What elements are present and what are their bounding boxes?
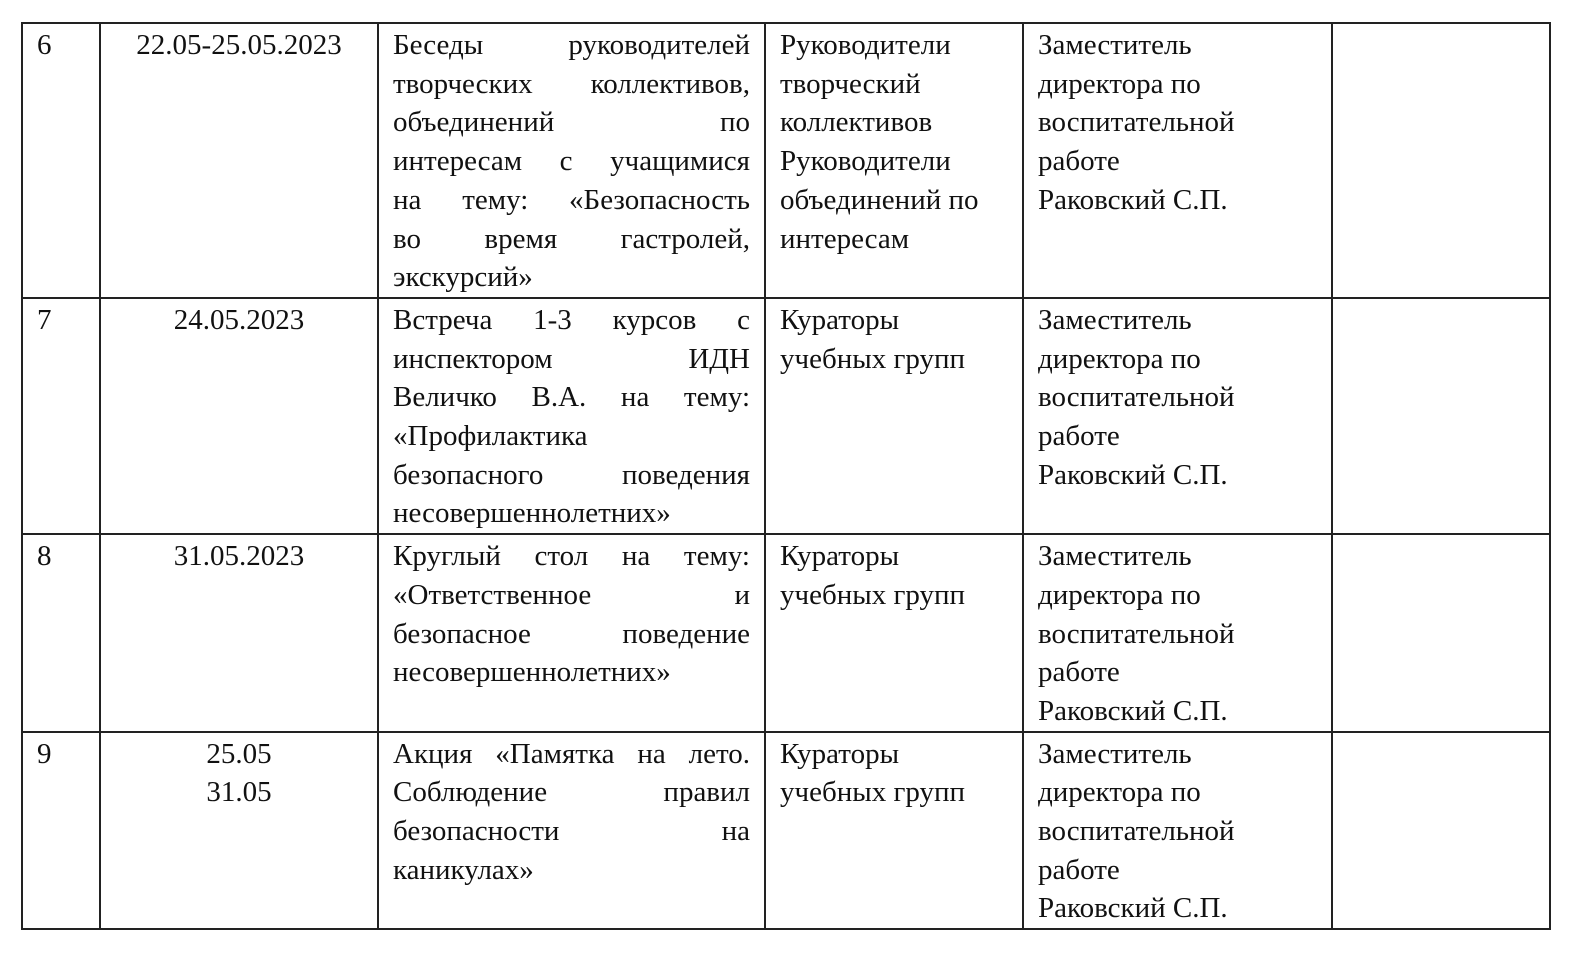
cell-line: Кураторы (780, 737, 900, 770)
table-row (22, 534, 1550, 732)
cell-line: Заместитель (1038, 540, 1192, 573)
event-cell (378, 23, 765, 298)
event-cell (378, 298, 765, 534)
row-number-cell (22, 298, 100, 534)
event-line: безопасности на (393, 815, 750, 848)
events-table (21, 22, 1551, 930)
cell-line: Раковский С.П. (1038, 183, 1228, 216)
cell-line: воспитательной (1038, 815, 1235, 848)
event-line: во время гастролей, (393, 222, 750, 255)
cell-line: Руководители (780, 29, 951, 61)
cell-line: Раковский С.П. (1038, 458, 1228, 491)
responsible-cell (765, 23, 1023, 298)
control-cell (1023, 732, 1332, 930)
date-cell (100, 534, 378, 732)
cell-line: Кураторы (780, 540, 900, 573)
table-row (22, 23, 1550, 298)
cell-line: 22.05-25.05.2023 (136, 29, 342, 61)
control-cell (1023, 298, 1332, 534)
mark-cell (1332, 534, 1550, 732)
cell-line: директора по (1038, 342, 1201, 375)
cell-line: работе (1038, 420, 1120, 453)
row-number: 8 (37, 540, 52, 573)
responsible-cell (765, 298, 1023, 534)
cell-line: воспитательной (1038, 381, 1235, 414)
cell-line: Кураторы (780, 303, 900, 336)
cell-line: 25.05 (206, 737, 272, 770)
mark-cell (1332, 298, 1550, 534)
cell-line: воспитательной (1038, 106, 1235, 139)
cell-line: 31.05.2023 (173, 540, 305, 573)
event-line: интересам с учащимися (393, 145, 750, 178)
responsible-cell (765, 534, 1023, 732)
cell-line: Раковский С.П. (1038, 892, 1228, 925)
row-number-cell (22, 23, 100, 298)
event-cell (378, 732, 765, 930)
mark-cell (1332, 23, 1550, 298)
table-row (22, 732, 1550, 930)
cell-line: работе (1038, 145, 1120, 178)
event-line: Беседы руководителей (393, 29, 750, 61)
date-cell (100, 732, 378, 930)
event-line: несовершеннолетних» (393, 497, 671, 530)
cell-line: объединений по (780, 183, 979, 216)
cell-line: учебных групп (780, 342, 966, 375)
cell-line: творческий (780, 67, 921, 100)
event-line: экскурсий» (393, 261, 533, 294)
event-line: Встреча 1-3 курсов с (393, 303, 750, 336)
event-line: на тему: «Безопасность (393, 183, 750, 216)
cell-line: директора по (1038, 776, 1201, 809)
event-cell (378, 534, 765, 732)
event-line: инспектором ИДН (393, 342, 750, 375)
event-line: безопасное поведение (393, 617, 750, 650)
date-cell (100, 23, 378, 298)
date-cell (100, 298, 378, 534)
event-line: Круглый стол на тему: (393, 540, 750, 573)
events-table-body (22, 23, 1550, 929)
cell-line: 24.05.2023 (173, 303, 305, 336)
responsible-cell (765, 732, 1023, 930)
cell-line: Заместитель (1038, 737, 1192, 770)
event-line: творческих коллективов, (393, 67, 750, 100)
event-line: Величко В.А. на тему: (393, 381, 750, 414)
event-line: Акция «Памятка на лето. (393, 737, 750, 770)
cell-line: директора по (1038, 67, 1201, 100)
cell-line: Руководители (780, 145, 951, 178)
cell-line: интересам (780, 222, 910, 255)
event-line: «Профилактика (393, 420, 588, 453)
event-line: Соблюдение правил (393, 776, 750, 809)
event-line: объединений по (393, 106, 750, 139)
control-cell (1023, 23, 1332, 298)
event-line: несовершеннолетних» (393, 656, 671, 689)
event-line: безопасного поведения (393, 458, 750, 491)
cell-line: учебных групп (780, 776, 966, 809)
cell-line: работе (1038, 656, 1120, 689)
event-line: «Ответственное и (393, 578, 750, 611)
cell-line: Заместитель (1038, 29, 1192, 61)
cell-line: воспитательной (1038, 617, 1235, 650)
mark-cell (1332, 732, 1550, 930)
cell-line: Заместитель (1038, 303, 1192, 336)
cell-line: 31.05 (206, 776, 272, 809)
cell-line: работе (1038, 853, 1120, 886)
table-row (22, 298, 1550, 534)
control-cell (1023, 534, 1332, 732)
row-number: 7 (37, 303, 52, 336)
row-number: 6 (37, 29, 52, 61)
cell-line: Раковский С.П. (1038, 694, 1228, 727)
cell-line: директора по (1038, 578, 1201, 611)
event-line: каникулах» (393, 853, 534, 886)
row-number-cell (22, 534, 100, 732)
cell-line: учебных групп (780, 578, 966, 611)
row-number-cell (22, 732, 100, 930)
cell-line: коллективов (780, 106, 933, 139)
row-number: 9 (37, 737, 52, 770)
